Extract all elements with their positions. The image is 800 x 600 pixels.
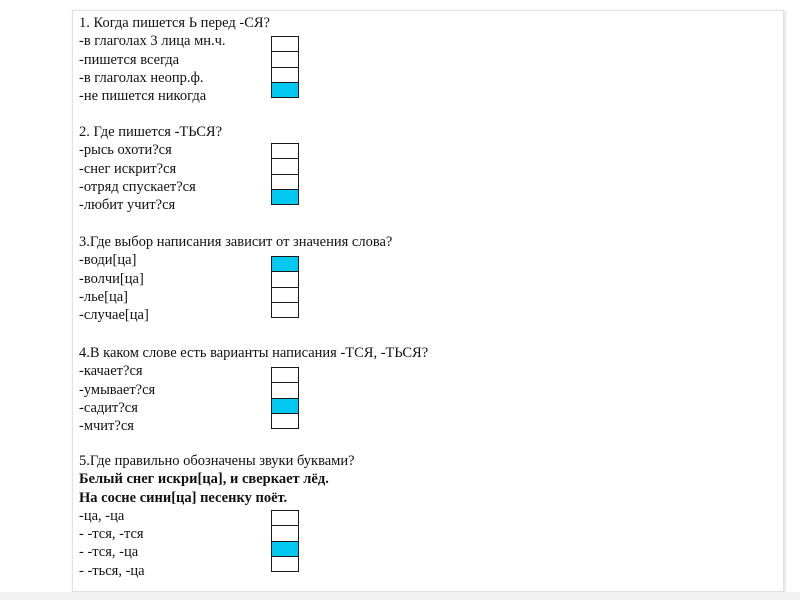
answer-checkbox[interactable]	[272, 68, 298, 83]
answer-checkbox[interactable]	[272, 257, 298, 272]
answer-option: -любит учит?ся	[79, 197, 176, 214]
question-title: 4.В каком слове есть варианты написания -ТСЯ, -ТЬСЯ?	[79, 345, 429, 361]
answer-checkbox[interactable]	[272, 399, 298, 414]
answer-boxes-4	[271, 367, 299, 429]
answer-checkbox[interactable]	[272, 272, 298, 287]
answer-checkbox[interactable]	[272, 383, 298, 398]
answer-option: - -тся, -ца	[79, 544, 139, 561]
answer-option: -отряд спускает?ся	[79, 178, 196, 195]
answer-option: -качает?ся	[79, 363, 143, 380]
question-title: 3.Где выбор написания зависит от значения слова?	[79, 234, 393, 250]
answer-option: - -тся, -тся	[79, 526, 144, 543]
answer-checkbox[interactable]	[272, 83, 298, 97]
answer-checkbox[interactable]	[272, 52, 298, 67]
answer-checkbox[interactable]	[272, 303, 298, 317]
answer-checkbox[interactable]	[272, 557, 298, 571]
question-3	[79, 233, 392, 324]
answer-checkbox[interactable]	[272, 288, 298, 303]
answer-checkbox[interactable]	[272, 368, 298, 383]
example-sentence: Белый снег искри[ца], и сверкает лёд.	[79, 471, 329, 488]
answer-checkbox[interactable]	[272, 159, 298, 174]
answer-boxes-3	[271, 256, 299, 318]
question-title: 2. Где пишется -ТЬСЯ?	[79, 124, 223, 140]
answer-checkbox[interactable]	[272, 144, 298, 159]
answer-option: -мчит?ся	[79, 418, 134, 435]
answer-option: -садит?ся	[79, 399, 138, 416]
answer-option: -в глаголах 3 лица мн.ч.	[79, 33, 226, 50]
answer-option: -води[ца]	[79, 252, 137, 269]
question-5	[79, 452, 355, 580]
answer-option: -случае[ца]	[79, 307, 149, 324]
answer-checkbox[interactable]	[272, 414, 298, 428]
answer-option: -лье[ца]	[79, 288, 128, 305]
answer-checkbox[interactable]	[272, 175, 298, 190]
answer-option: -рысь охоти?ся	[79, 142, 172, 159]
question-title: 5.Где правильно обозначены звуки буквами?	[79, 453, 355, 469]
document-page	[72, 10, 784, 592]
answer-checkbox[interactable]	[272, 37, 298, 52]
answer-checkbox[interactable]	[272, 526, 298, 541]
question-1	[79, 14, 270, 105]
answer-option: -снег искрит?ся	[79, 160, 177, 177]
answer-option: -не пишется никогда	[79, 88, 207, 105]
answer-boxes-1	[271, 36, 299, 98]
answer-option: -ца, -ца	[79, 507, 125, 524]
answer-option: - -ться, -ца	[79, 562, 145, 579]
answer-boxes-2	[271, 143, 299, 205]
question-2	[79, 123, 222, 214]
question-4	[79, 344, 428, 435]
answer-boxes-5	[271, 510, 299, 572]
example-sentence: На сосне сини[ца] песенку поёт.	[79, 489, 288, 506]
answer-checkbox[interactable]	[272, 511, 298, 526]
question-title: 1. Когда пишется Ь перед -СЯ?	[79, 15, 270, 31]
answer-option: -волчи[ца]	[79, 270, 144, 287]
answer-checkbox[interactable]	[272, 542, 298, 557]
answer-option: -в глаголах неопр.ф.	[79, 69, 204, 86]
window-bottom-strip	[0, 592, 800, 600]
answer-option: -пишется всегда	[79, 51, 180, 68]
answer-checkbox[interactable]	[272, 190, 298, 204]
answer-option: -умывает?ся	[79, 381, 156, 398]
